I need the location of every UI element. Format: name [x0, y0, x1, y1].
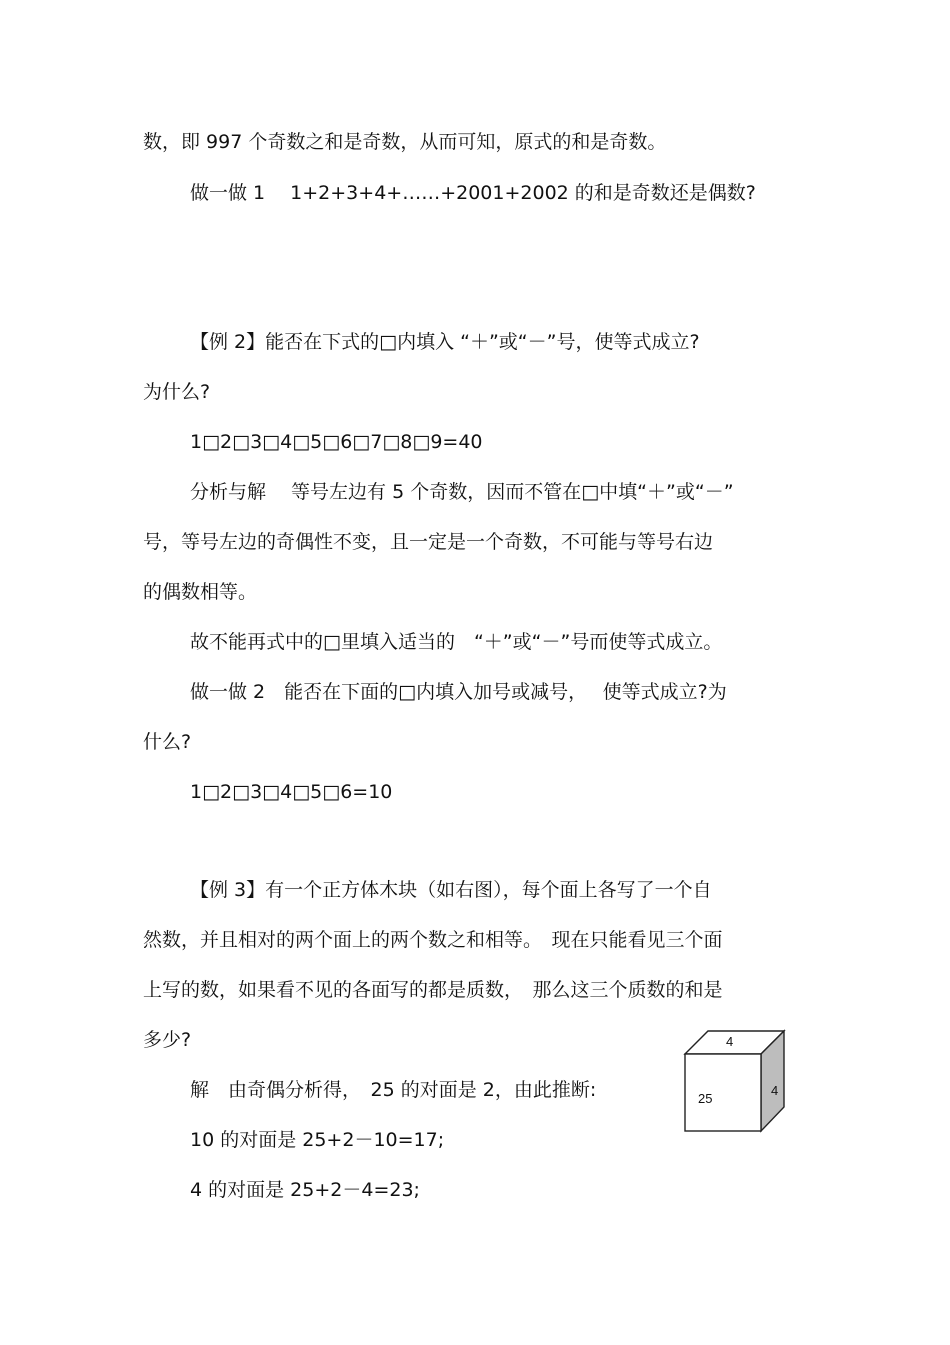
- text-line-4: 为什么?: [143, 381, 211, 403]
- text-line-10: 做一做 2 能否在下面的□内填入加号或减号， 使等式成立?为: [190, 681, 727, 703]
- text-line-18: 10 的对面是 25+2－10=17;: [190, 1129, 445, 1151]
- text-line-2: 做一做 1 1+2+3+4+……+2001+2002 的和是奇数还是偶数?: [190, 182, 756, 204]
- text-line-15: 上写的数，如果看不见的各面写的都是质数， 那么这三个质数的和是: [143, 979, 723, 1001]
- text-line-5: 1□2□3□4□5□6□7□8□9=40: [190, 431, 483, 453]
- text-line-16: 多少?: [143, 1029, 192, 1051]
- cube-top-number: 4: [726, 1034, 734, 1049]
- cube-side-number: 4: [771, 1083, 779, 1098]
- text-line-8: 的偶数相等。: [143, 581, 258, 603]
- text-line-11: 什么?: [143, 731, 192, 753]
- text-line-17: 解 由奇偶分析得， 25 的对面是 2，由此推断:: [190, 1079, 597, 1101]
- cube-front-number: 25: [698, 1091, 713, 1106]
- text-line-19: 4 的对面是 25+2－4=23;: [190, 1179, 420, 1201]
- text-line-13: 【例 3】有一个正方体木块（如右图），每个面上各写了一个自: [190, 879, 712, 901]
- text-line-3: 【例 2】能否在下式的□内填入 “＋”或“－”号，使等式成立?: [190, 331, 700, 353]
- text-line-6: 分析与解 等号左边有 5 个奇数，因而不管在□中填“＋”或“－”: [190, 481, 734, 503]
- cube-front-face: [685, 1054, 761, 1131]
- text-line-7: 号，等号左边的奇偶性不变，且一定是一个奇数，不可能与等号右边: [143, 531, 714, 553]
- text-line-1: 数，即 997 个奇数之和是奇数，从而可知，原式的和是奇数。: [143, 131, 667, 153]
- text-line-14: 然数，并且相对的两个面上的两个数之和相等。 现在只能看见三个面: [143, 929, 723, 951]
- text-line-9: 故不能再式中的□里填入适当的 “＋”或“－”号而使等式成立。: [190, 631, 723, 653]
- text-line-12: 1□2□3□4□5□6=10: [190, 781, 393, 803]
- cube-figure: [680, 1028, 790, 1138]
